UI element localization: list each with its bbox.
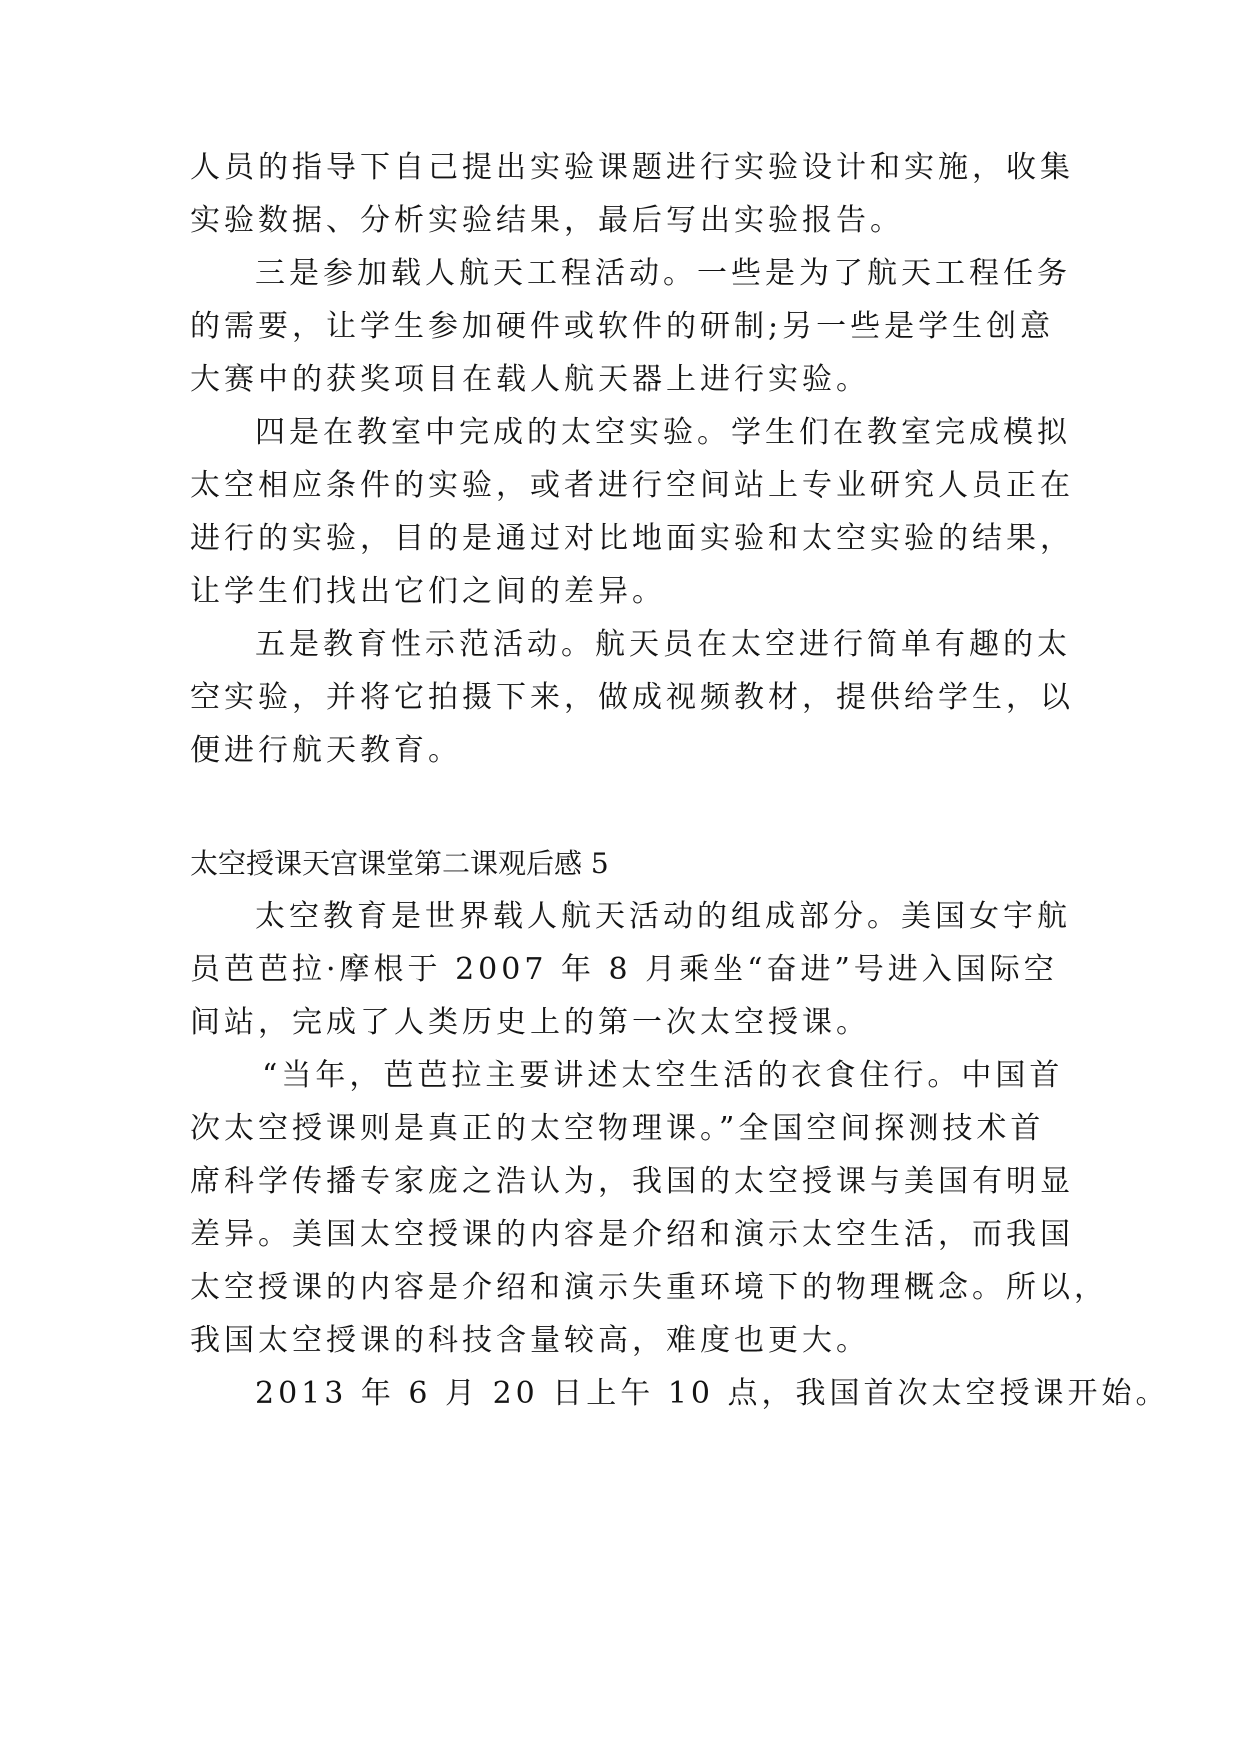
paragraph-line: 人员的指导下自己提出实验课题进行实验设计和实施，收集 [190, 150, 1074, 185]
paragraph-line: 四是在教室中完成的太空实验。学生们在教室完成模拟 [255, 415, 1071, 450]
paragraph-line: 差异。美国太空授课的内容是介绍和演示太空生活，而我国 [190, 1217, 1074, 1252]
paragraph-line: “当年，芭芭拉主要讲述太空生活的衣食住行。中国首 [262, 1058, 1064, 1093]
paragraph-line: 员芭芭拉·摩根于 2007 年 8 月乘坐“奋进”号进入国际空 [190, 952, 1058, 987]
paragraph-line: 五是教育性示范活动。航天员在太空进行简单有趣的太 [255, 627, 1071, 662]
paragraph-line: 三是参加载人航天工程活动。一些是为了航天工程任务 [255, 256, 1071, 291]
paragraph-line: 太空相应条件的实验，或者进行空间站上专业研究人员正在 [190, 468, 1074, 503]
paragraph-line: 的需要，让学生参加硬件或软件的研制;另一些是学生创意 [190, 309, 1055, 344]
paragraph-line: 实验数据、分析实验结果，最后写出实验报告。 [190, 203, 904, 238]
paragraph-line: 太空教育是世界载人航天活动的组成部分。美国女宇航 [255, 899, 1071, 934]
paragraph-line: 间站，完成了人类历史上的第一次太空授课。 [190, 1005, 870, 1040]
paragraph-line: 空实验，并将它拍摄下来，做成视频教材，提供给学生，以 [190, 680, 1074, 715]
paragraph-line: 进行的实验，目的是通过对比地面实验和太空实验的结果， [190, 521, 1074, 556]
paragraph-line: 我国太空授课的科技含量较高，难度也更大。 [190, 1323, 870, 1358]
paragraph-line: 便进行航天教育。 [190, 733, 462, 768]
paragraph-line: 席科学传播专家庞之浩认为，我国的太空授课与美国有明显 [190, 1164, 1074, 1199]
paragraph-line: 太空授课的内容是介绍和演示失重环境下的物理概念。所以， [190, 1270, 1108, 1305]
section-heading: 太空授课天宫课堂第二课观后感 5 [190, 847, 609, 880]
paragraph-line: 大赛中的获奖项目在载人航天器上进行实验。 [190, 362, 870, 397]
paragraph-line: 次太空授课则是真正的太空物理课。”全国空间探测技术首 [190, 1111, 1045, 1146]
paragraph-line: 让学生们找出它们之间的差异。 [190, 574, 666, 609]
paragraph-line: 2013 年 6 月 20 日上午 10 点，我国首次太空授课开始。 [255, 1376, 1170, 1411]
